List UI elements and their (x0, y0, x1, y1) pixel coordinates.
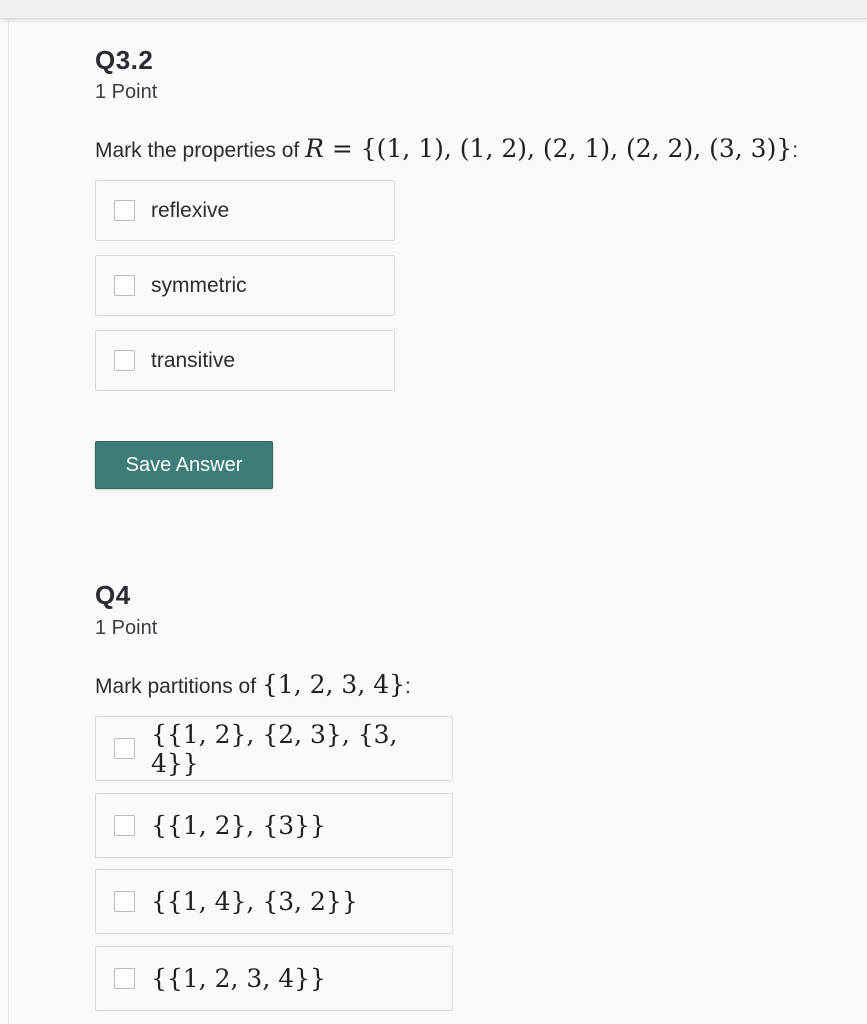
set-math: {1, 2, 3, 4} (261, 670, 406, 699)
option-transitive[interactable] (95, 330, 395, 391)
checkbox-icon[interactable] (114, 968, 135, 989)
partition-option-4[interactable] (95, 946, 453, 1011)
option-label: transitive (151, 348, 236, 372)
left-divider (8, 19, 9, 1024)
checkbox-icon[interactable] (114, 815, 135, 836)
save-answer-button[interactable]: Save Answer (95, 441, 273, 489)
partition-option-2[interactable] (95, 793, 453, 858)
checkbox-icon[interactable] (114, 350, 135, 371)
prompt-end: : (792, 139, 799, 162)
checkbox-icon[interactable] (114, 200, 135, 221)
option-label: {{1, 2, 3, 4}} (151, 964, 326, 993)
question-title-q3-2: Q3.2 (95, 45, 154, 75)
option-label: reflexive (151, 198, 230, 222)
question-prompt-q3-2 (95, 134, 798, 163)
question-title-q4: Q4 (95, 580, 131, 610)
prompt-text: Mark the properties of (95, 139, 300, 162)
option-reflexive[interactable] (95, 180, 395, 241)
prompt-end: : (405, 675, 411, 698)
prompt-text: Mark partitions of (95, 675, 257, 698)
partition-option-3[interactable] (95, 869, 453, 934)
option-label: symmetric (151, 273, 247, 297)
relation-math (305, 134, 792, 163)
option-label: {{1, 4}, {3, 2}} (151, 887, 358, 916)
question-prompt-q4 (95, 670, 411, 699)
question-points-q3-2: 1 Point (95, 81, 158, 103)
partition-option-1[interactable] (95, 716, 453, 781)
question-points-q4: 1 Point (95, 617, 158, 639)
relation-eq: = (323, 134, 361, 163)
checkbox-icon[interactable] (114, 275, 135, 296)
option-label: {{1, 2}, {3}} (151, 811, 326, 840)
option-label: {{1, 2}, {2, 3}, {3, 4}} (151, 719, 398, 778)
relation-set: {(1, 1), (1, 2), (2, 1), (2, 2), (3, 3)} (360, 134, 793, 163)
checkbox-icon[interactable] (114, 891, 135, 912)
option-symmetric[interactable] (95, 255, 395, 316)
top-bar (0, 0, 867, 19)
relation-var: R (305, 134, 324, 163)
checkbox-icon[interactable] (114, 738, 135, 759)
